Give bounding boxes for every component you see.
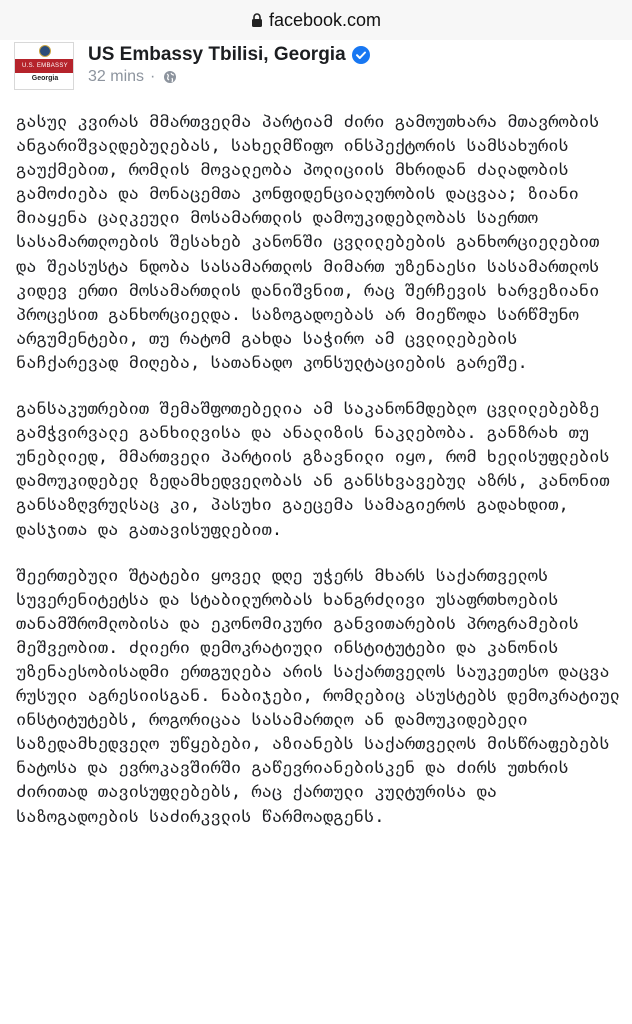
page-name-row xyxy=(88,44,370,66)
post-paragraph: შეერთებული შტატები ყოველ დღე უჭერს მხარს საქართველოს სუვერენიტეტსა და სტაბილურობას ხანგრძლივი უსაფრთხოების თანამშრომლობისა და ეკონომიკური განვითარების პროგრამების მეშვეობით. ძლიერი დემოკრატიული ინსტიტუტები და კანონის უზენაესობისადმი ერთგულება არის საქართველოს საუკეთესო დაცვა რუსული აგრესიისგან. ნაბიჯები, რომლებიც ასუსტებს დემოკრატიულ ინსტიტუტებს, როგორიცაა სასამართლო ან დამოუკიდებელი საზედამხედველო უწყებები, აზიანებს საქართველოს მისწრაფებებს ნატოსა და ევროკავშირში გაწევრიანებისკენ და ძირს უთხრის ძირითად თავისუფლებებს, რაც ქართული კულტურისა და საზოგადოების საძირკვლის წარმოადგენს. xyxy=(16,565,620,827)
post-paragraph: განსაკუთრებით შემაშფოთებელია ამ საკანონმდებლო ცვლილებებზე გამჭვირვალე განხილვისა და ანალიზის ნაკლებობა. განზრახ თუ უნებლიედ, მმართველი პარტიის გზავნილი იყო, რომ ხელისუფლების დამოუკიდებელ ზედამხედველობას ან განსხვავებულ აზრს, კანონით განსაზღვრულსაც კი, პასუხი გაეცემა სამაგიეროს გადახდით, დასჯითა და გათავისუფლებით. xyxy=(16,399,610,540)
meta-separator: · xyxy=(150,68,156,85)
url-text: facebook.com xyxy=(268,9,382,30)
verified-badge-icon xyxy=(352,46,370,64)
page-avatar[interactable] xyxy=(14,42,74,90)
avatar-band-text: U.S. EMBASSY xyxy=(15,59,74,73)
lock-icon xyxy=(251,13,263,27)
embassy-seal-icon xyxy=(39,45,51,57)
post-time[interactable]: 32 mins xyxy=(88,68,145,85)
page-name[interactable]: US Embassy Tbilisi, Georgia xyxy=(88,44,346,65)
post-meta xyxy=(88,68,177,86)
post-body xyxy=(16,110,624,851)
globe-icon xyxy=(163,70,177,84)
post-header xyxy=(0,40,632,96)
post-paragraph: გასულ კვირას მმართველმა პარტიამ ძირი გამოუთხარა მთავრობის ანგარიშვალდებულებას, სახელმწიფო ინსპექტორის სამსახურის გაუქმებით, რომლის მოვალეობა პოლიციის მხრიდან ძალადობის გამოძიება და მონაცემთა კონფიდენციალურობის დაცვაა; ზიანი მიაყენა ცალკეული მოსამართლის დამოუკიდებლობას საერთო სასამართლოების შესახებ კანონში ცვლილებების განხორციელებით და შეასუსტა ნდობა სასამართლოს მიმართ უზენაესი სასამართლოს კიდევ ერთი მოსამართლის დანიშვნით, რაც შერჩევის ხარვეზიანი პროცესით განხორციელდა. საზოგადოებას არ მიეწოდა სარწმუნო არგუმენტები, თუ რატომ გახდა საჭირო ამ ცვლილებების ნაჩქარევად მიღება, სათანადო კონსულტაციების გარეშე. xyxy=(16,112,600,373)
avatar-country-text: Georgia xyxy=(31,75,59,82)
browser-url-bar[interactable] xyxy=(0,0,632,40)
